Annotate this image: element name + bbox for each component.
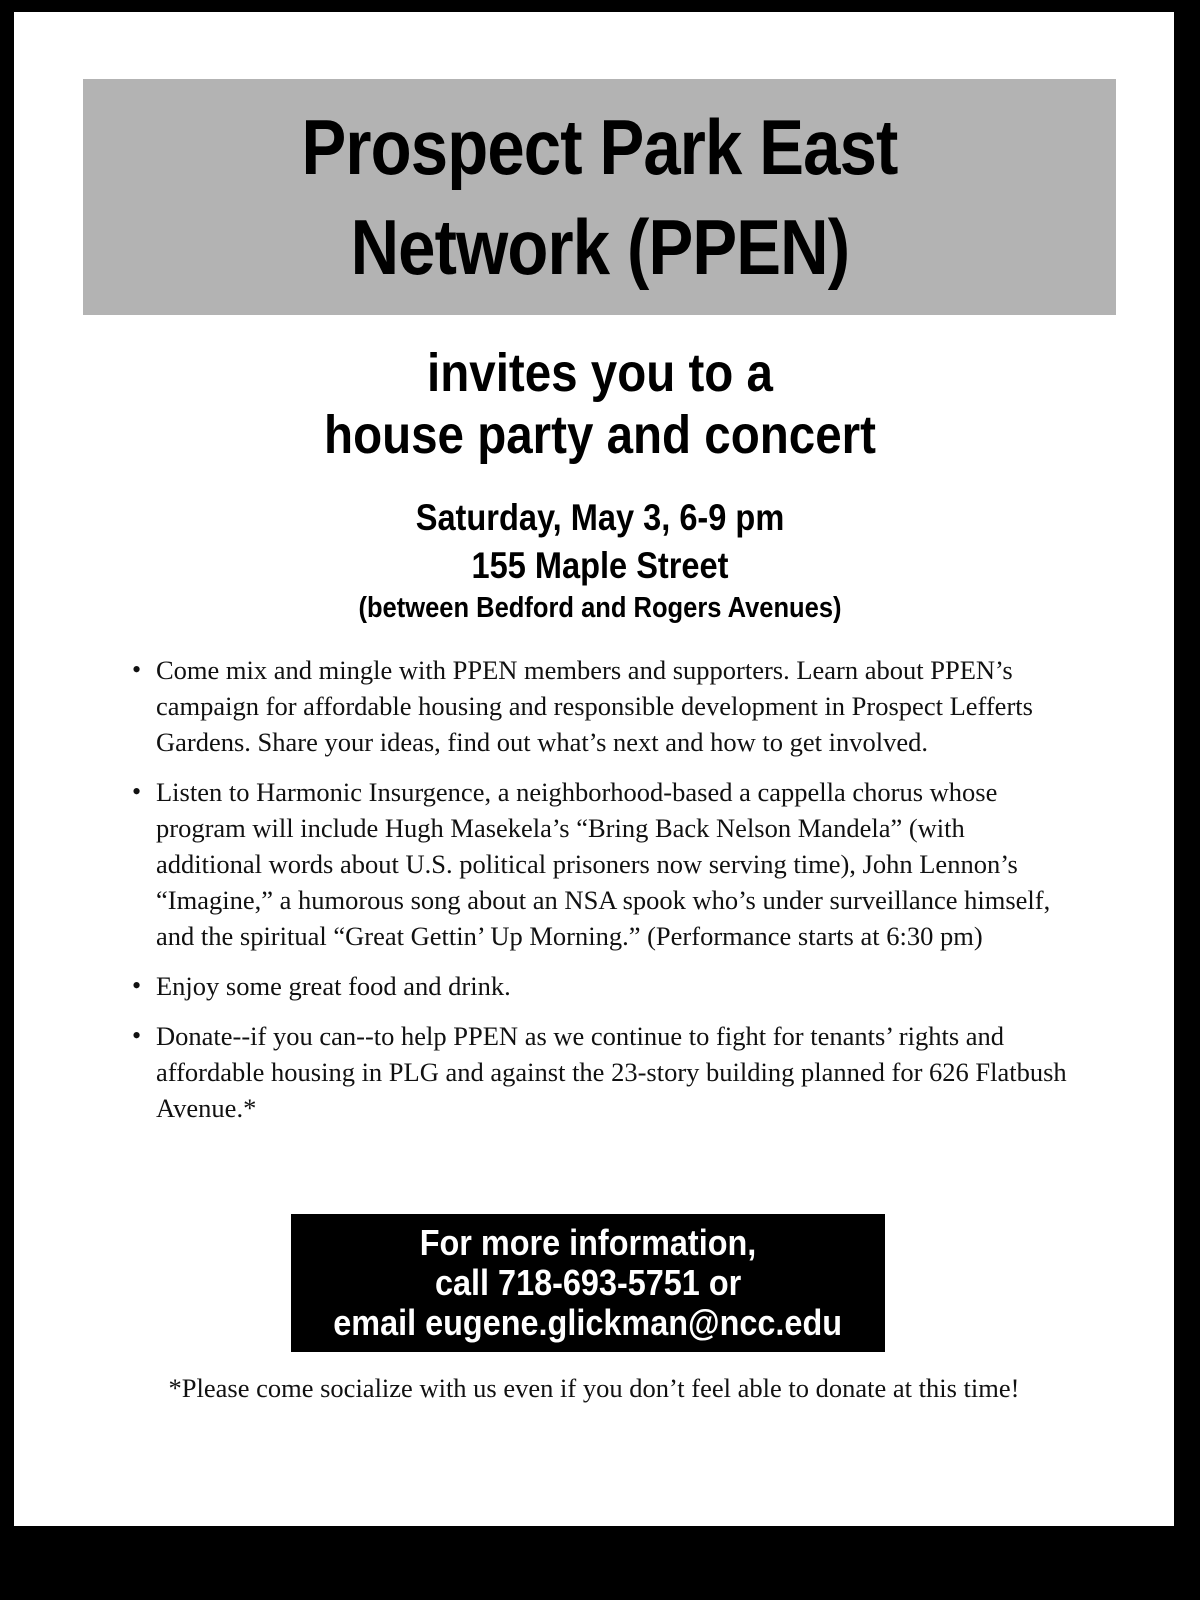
invite-line-1: invites you to a <box>427 343 773 403</box>
title-line-1: Prospect Park East <box>301 103 898 191</box>
list-item <box>132 1018 1072 1126</box>
bullet-icon: • <box>132 971 142 1000</box>
list-item <box>132 652 1072 760</box>
title-line-2: Network (PPEN) <box>350 203 849 291</box>
contact-box <box>291 1214 885 1352</box>
event-address: 155 Maple Street <box>471 545 729 586</box>
event-details <box>14 494 1186 626</box>
flyer-page <box>14 12 1174 1526</box>
footnote: *Please come socialize with us even if you don’t feel able to donate at this time! <box>168 1373 1020 1403</box>
invite-heading <box>14 342 1186 466</box>
bullet-text: Come mix and mingle with PPEN members and supporters. Learn about PPEN’s campaign for affordable housing and responsible development in Prospect Lefferts Gardens. Share your ideas, find out what’s next and how to get involved. <box>156 655 1033 757</box>
contact-line-1: For more information, <box>419 1222 757 1263</box>
bullet-text: Listen to Harmonic Insurgence, a neighborhood-based a cappella chorus whose program will include Hugh Masekela’s “Bring Back Nelson Mandela” (with additional words about U.S. political prisoners now serving time), John Lennon’s “Imagine,” a humorous song about an NSA spook who’s under surveillance himself, and the spiritual “Great Gettin’ Up Morning.” (Performance starts at 6:30 pm) <box>156 777 1051 951</box>
bullet-icon: • <box>132 777 142 806</box>
event-cross-streets: (between Bedford and Rogers Avenues) <box>358 592 842 624</box>
contact-phone: call 718-693-5751 or <box>434 1262 742 1303</box>
invite-line-2: house party and concert <box>324 405 876 465</box>
contact-email: email eugene.glickman@ncc.edu <box>333 1302 843 1343</box>
list-item <box>132 774 1072 954</box>
bullet-list <box>132 652 1072 1140</box>
list-item <box>132 968 1072 1004</box>
bullet-icon: • <box>132 655 142 684</box>
title-band <box>83 79 1116 315</box>
bullet-text: Donate--if you can--to help PPEN as we continue to fight for tenants’ rights and affordable housing in PLG and against the 23-story building planned for 626 Flatbush Avenue.* <box>156 1021 1067 1123</box>
bullet-icon: • <box>132 1021 142 1050</box>
bullet-text: Enjoy some great food and drink. <box>156 971 511 1001</box>
event-date: Saturday, May 3, 6-9 pm <box>415 497 785 538</box>
